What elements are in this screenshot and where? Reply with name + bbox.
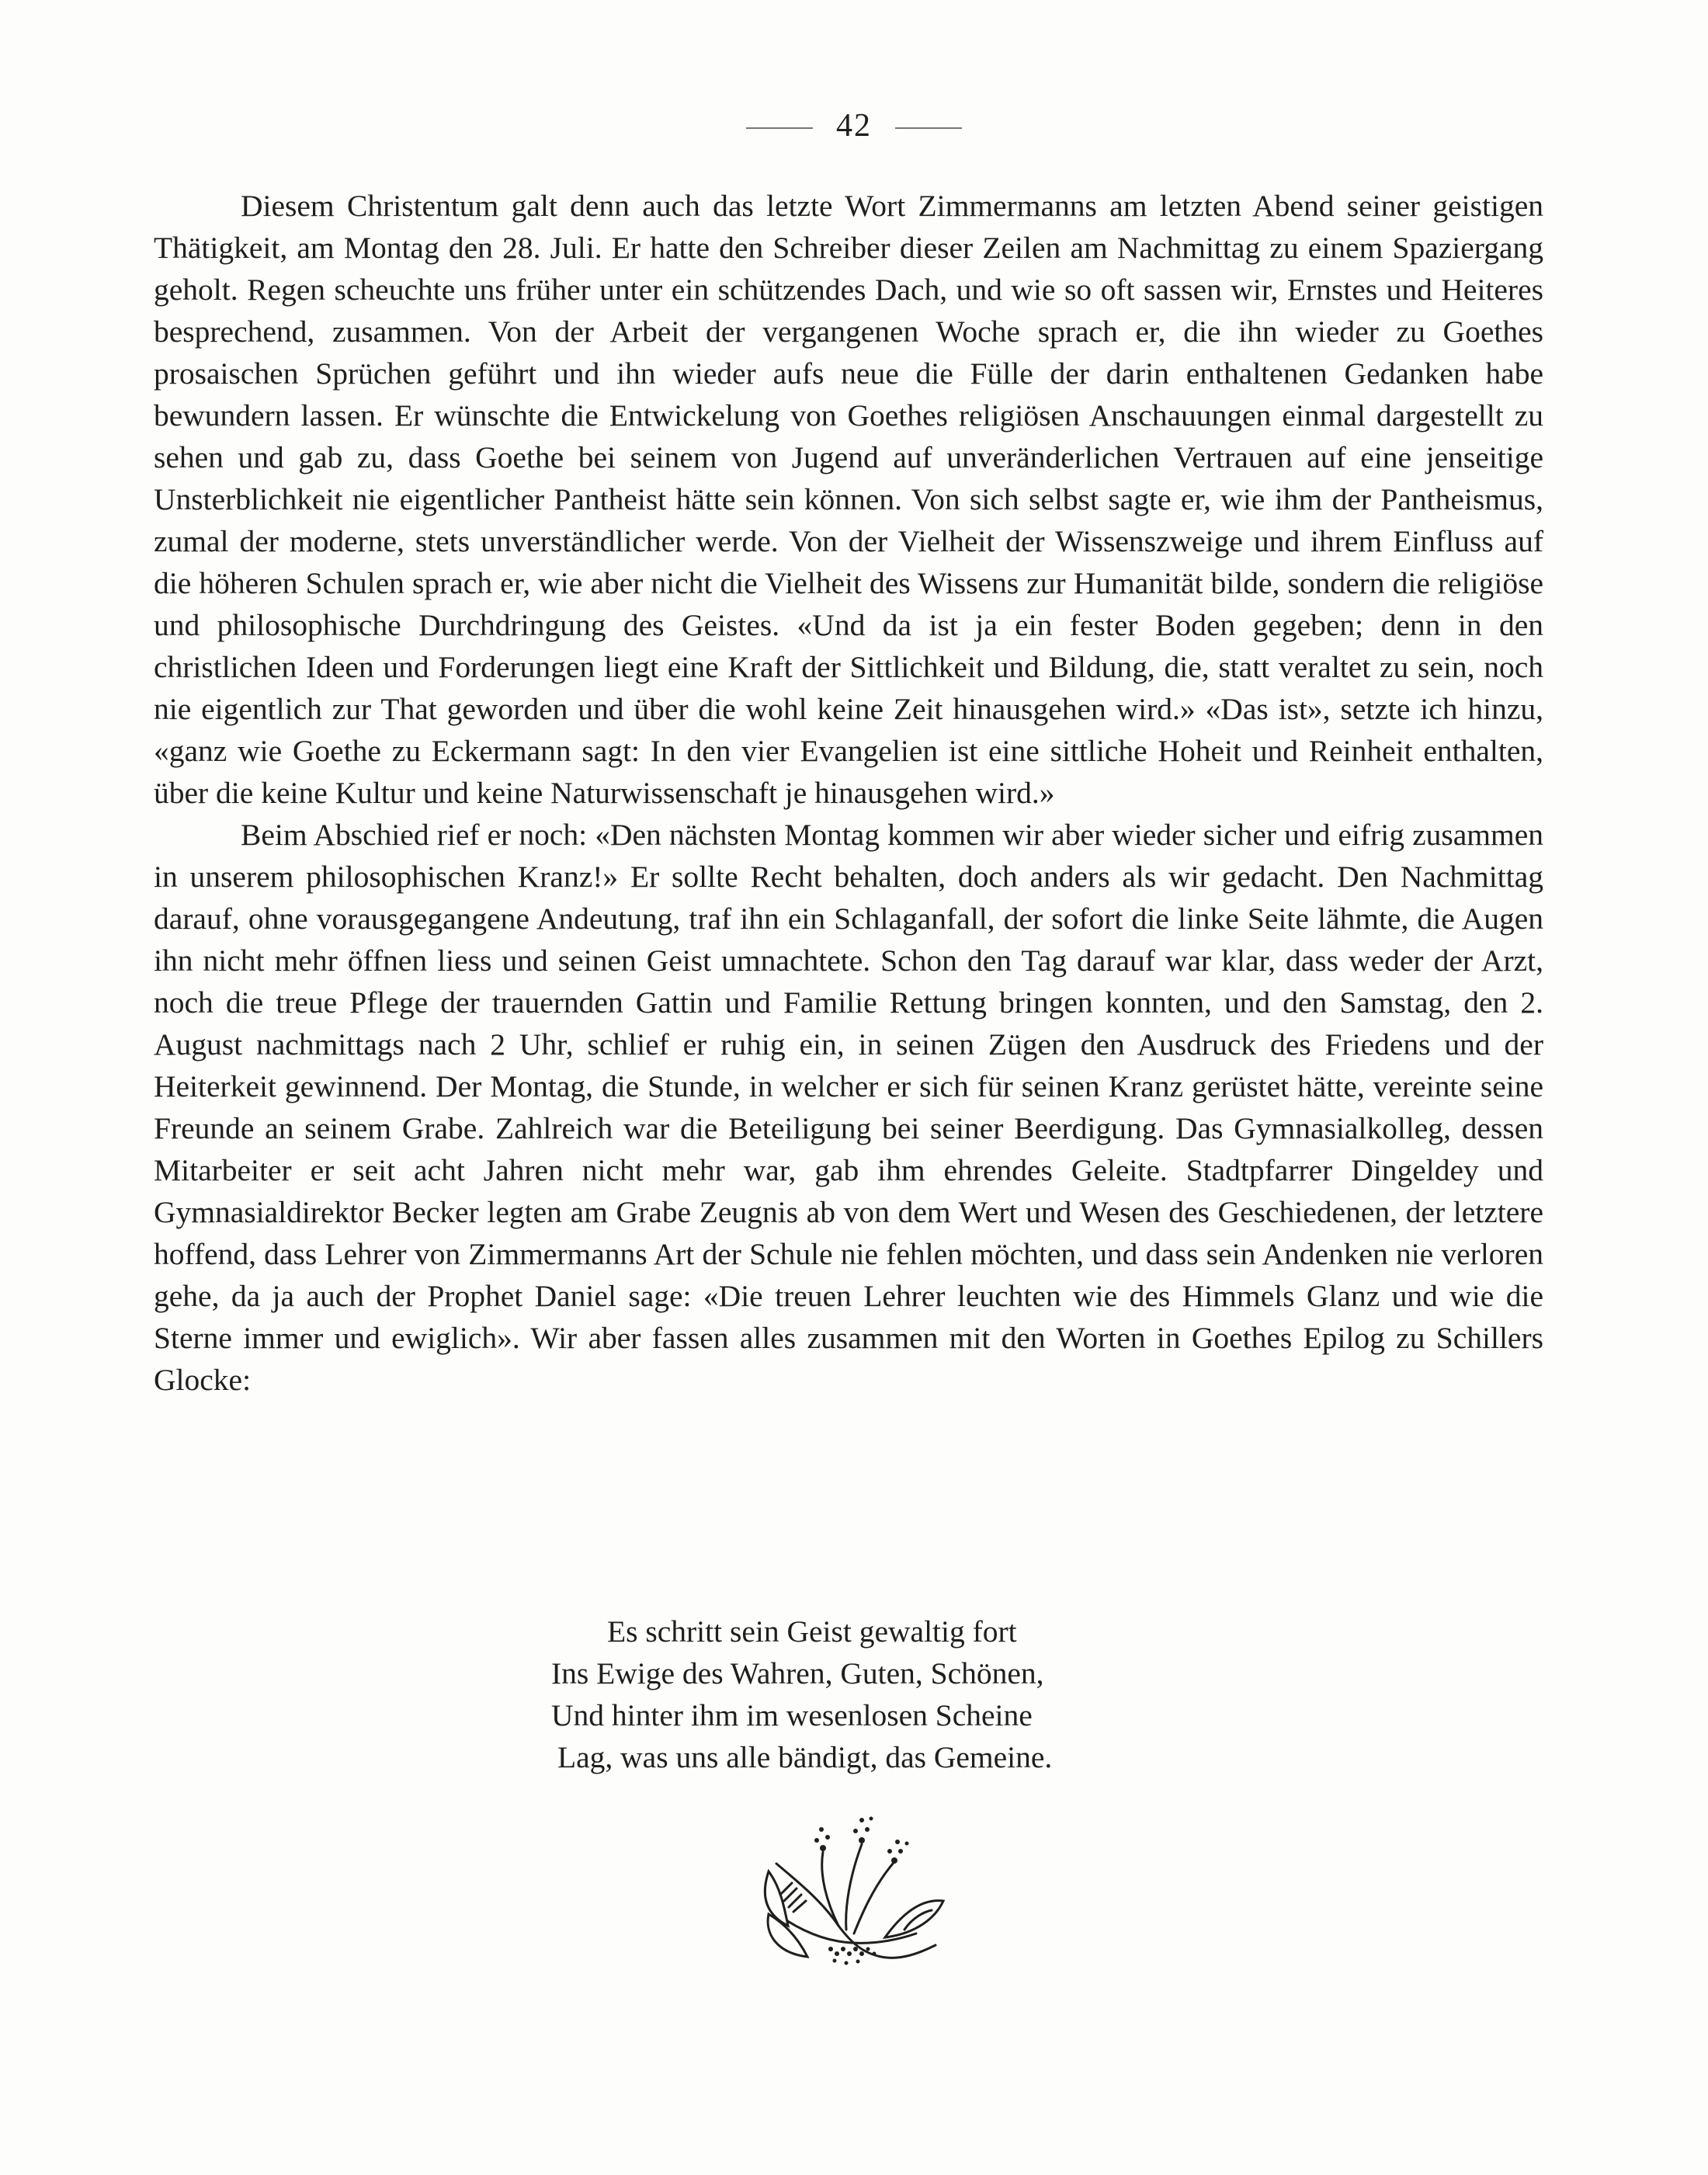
verse-line: Es schritt sein Geist gewaltig fort [607, 1614, 1017, 1649]
body-text [154, 185, 1543, 1401]
verse-line: Ins Ewige des Wahren, Guten, Schönen, [551, 1656, 1044, 1690]
verse-line: Lag, was uns alle bändigt, das Gemeine. [557, 1740, 1053, 1774]
page-number: 42 [836, 108, 872, 144]
header-rule-right [895, 127, 962, 129]
verse-quotation [551, 1610, 1052, 1778]
verse-line: Und hinter ihm im wesenlosen Scheine [551, 1698, 1033, 1732]
header-rule-left [746, 127, 813, 129]
page-number-header [0, 107, 1708, 144]
paragraph-1: Diesem Christentum galt denn auch das letzte Wort Zimmermanns am letzten Abend seiner geistigen Thätigkeit, am Montag den 28. Juli. Er hatte den Schreiber dieser Zeilen am Nachmittag zu einem Spaziergang geholt. Regen scheuchte uns früher unter ein schützendes Dach, und wie so oft sassen wir, Ernstes und Heiteres besprechend, zusammen. Von der Arbeit der vergangenen Woche sprach er, die ihn wieder zu Goethes prosaischen Sprüchen geführt und ihn wieder aufs neue die Fülle der darin enthaltenen Gedanken habe bewundern lassen. Er wünschte die Entwickelung von Goethes religiösen Anschauungen einmal dargestellt zu sehen und gab zu, dass Goethe bei seinem von Jugend auf unveränderlichen Vertrauen auf eine jenseitige Unsterblichkeit nie eigentlicher Pantheist hätte sein können. Von sich selbst sagte er, wie ihm der Pantheismus, zumal der moderne, stets unverständlicher werde. Von der Vielheit der Wissenszweige und ihrem Einfluss auf die höheren Schulen sprach er, wie aber nicht die Vielheit des Wissens zur Humanität bilde, sondern die religiöse und philosophische Durchdringung des Geistes. «Und da ist ja ein fester Boden gegeben; denn in den christlichen Ideen und Forderungen liegt eine Kraft der Sittlichkeit und Bildung, die, statt veraltet zu sein, noch nie eigentlich zur That geworden und über die wohl keine Zeit hinausgehen wird.» «Das ist», setzte ich hinzu, «ganz wie Goethe zu Eckermann sagt: In den vier Evangelien ist eine sittliche Hoheit und Reinheit enthalten, über die keine Kultur und keine Naturwissenschaft je hinausgehen wird.» [154, 189, 1543, 810]
paragraph-2: Beim Abschied rief er noch: «Den nächsten Montag kommen wir aber wieder sicher und eifrig zusammen in unserem philosophischen Kranz!» Er sollte Recht behalten, doch anders als wir gedacht. Den Nachmittag darauf, ohne vorausgegangene Andeutung, traf ihn ein Schlaganfall, der sofort die linke Seite lähmte, die Augen ihn nicht mehr öffnen liess und seinen Geist umnachtete. Schon den Tag darauf war klar, dass weder der Arzt, noch die treue Pflege der trauernden Gattin und Familie Rettung bringen konnten, und den Samstag, den 2. August nachmittags nach 2 Uhr, schlief er ruhig ein, in seinen Zügen den Ausdruck des Friedens und der Heiterkeit gewinnend. Der Montag, die Stunde, in welcher er sich für seinen Kranz gerüstet hätte, vereinte seine Freunde an seinem Grabe. Zahlreich war die Beteiligung bei seiner Beerdigung. Das Gymnasialkolleg, dessen Mitarbeiter er seit acht Jahren nicht mehr war, gab ihm ehrendes Geleite. Stadtpfarrer Dingeldey und Gymnasialdirektor Becker legten am Grabe Zeugnis ab von dem Wert und Wesen des Geschiedenen, der letztere hoffend, dass Lehrer von Zimmermanns Art der Schule nie fehlen möchten, und dass sein Andenken nie verloren gehe, da ja auch der Prophet Daniel sage: «Die treuen Lehrer leuchten wie des Himmels Glanz und wie die Sterne immer und ewiglich». Wir aber fassen alles zusammen mit den Worten in Goethes Epilog zu Schillers Glocke: [154, 818, 1543, 1397]
floral-vignette-icon [745, 1809, 955, 1984]
